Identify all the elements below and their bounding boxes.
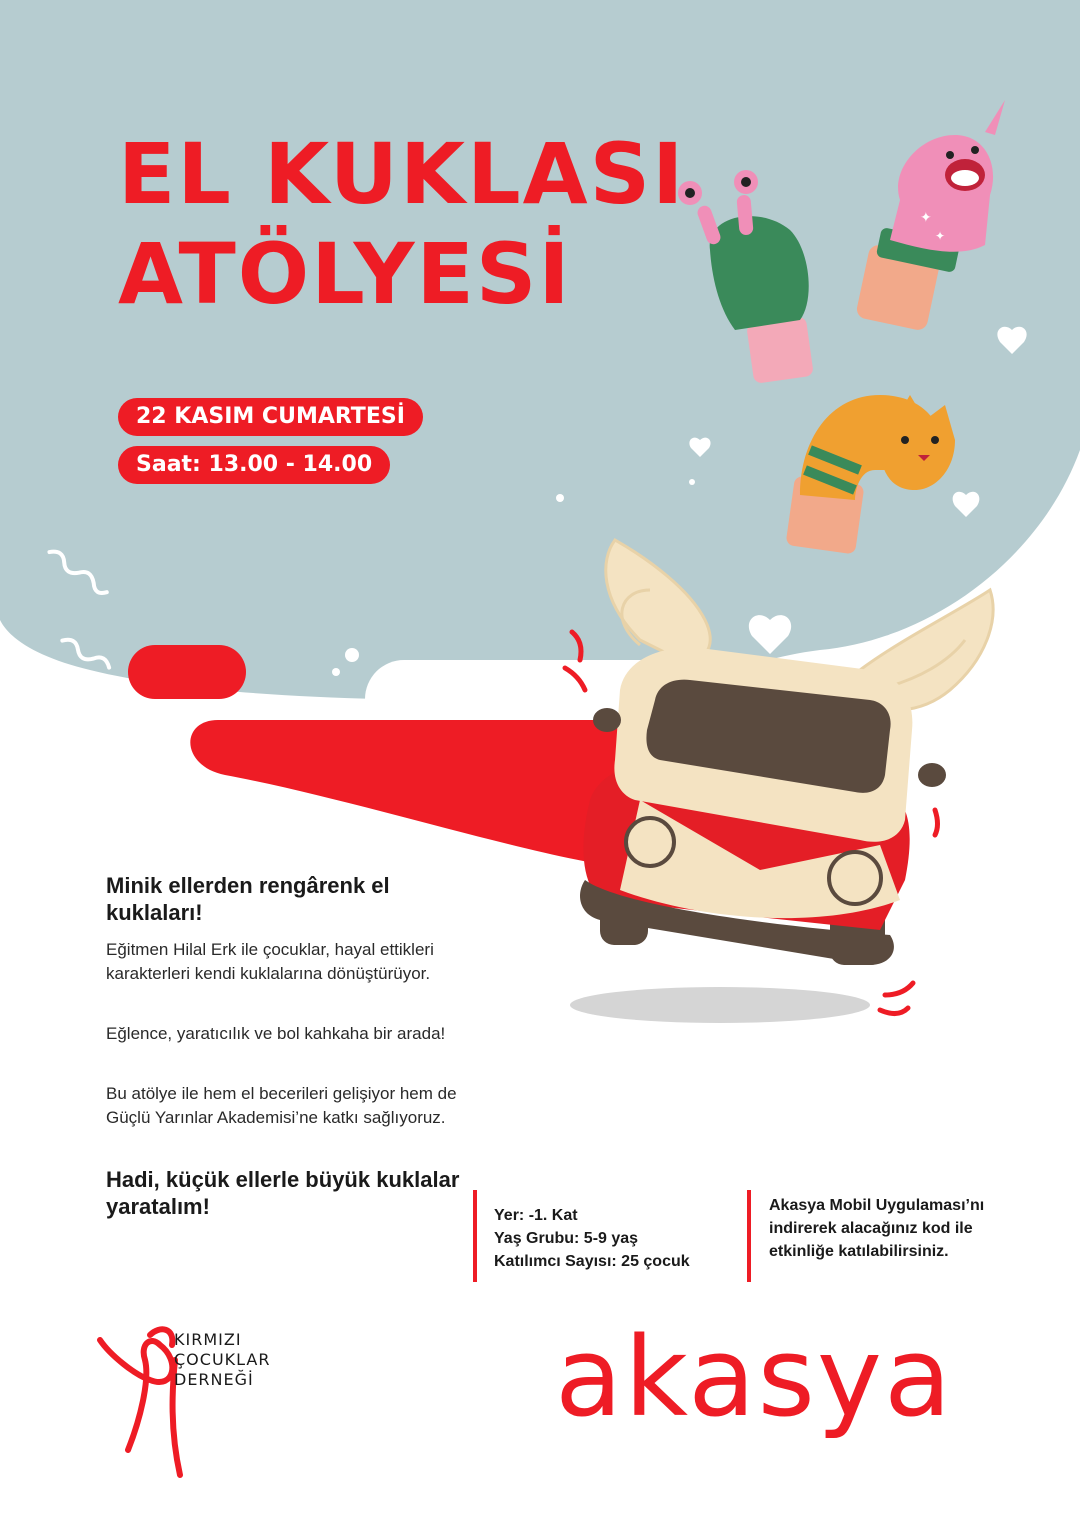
svg-text:✦: ✦ xyxy=(920,210,932,226)
partner-logo-line: DERNEĞİ xyxy=(174,1370,254,1389)
closing-headline: Hadi, küçük ellerle büyük kuklalar yaratalım! xyxy=(106,1167,460,1219)
kirmizi-cocuklar-heart-icon xyxy=(100,1329,180,1475)
title-line-1: EL KUKLASI xyxy=(118,125,686,223)
partner-logo-line: ÇOCUKLAR xyxy=(174,1350,271,1369)
age-group-text: Yaş Grubu: 5-9 yaş xyxy=(494,1230,639,1247)
akasya-logo: akasya xyxy=(555,1313,954,1441)
intro-paragraph: Eğitmen Hilal Erk ile çocuklar, hayal ettikleri karakterleri kendi kuklalarına dönüştürüyor. xyxy=(106,940,434,983)
red-stripe-long xyxy=(190,720,652,870)
intro-headline: Minik ellerden rengârenk el kuklaları! xyxy=(106,873,390,925)
event-details xyxy=(494,1204,734,1273)
app-note: Akasya Mobil Uygulaması’nı indirerek alacağınız kod ile etkinliğe katılabilirsiniz. xyxy=(769,1197,985,1260)
time-pill: Saat: 13.00 - 14.00 xyxy=(118,446,390,484)
svg-text:✦: ✦ xyxy=(935,229,946,243)
participants-text: Katılımcı Sayısı: 25 çocuk xyxy=(494,1253,690,1270)
app-note-divider xyxy=(747,1190,751,1282)
red-stripe-short xyxy=(128,645,246,699)
date-pill: 22 KASIM CUMARTESİ xyxy=(118,398,423,436)
intro-paragraph: Bu atölye ile hem el becerileri gelişiyor hem de Güçlü Yarınlar Akademisi’ne katkı sağlıyoruz. xyxy=(106,1084,457,1127)
details-divider xyxy=(473,1190,477,1282)
title-line-2: ATÖLYESİ xyxy=(118,225,572,323)
intro-paragraph: Eğlence, yaratıcılık ve bol kahkaha bir arada! xyxy=(106,1024,446,1043)
partner-logo-line: KIRMIZI xyxy=(174,1330,242,1349)
location-text: Yer: -1. Kat xyxy=(494,1207,578,1224)
sky-blob xyxy=(0,0,1080,700)
partner-logo xyxy=(174,1330,270,1390)
